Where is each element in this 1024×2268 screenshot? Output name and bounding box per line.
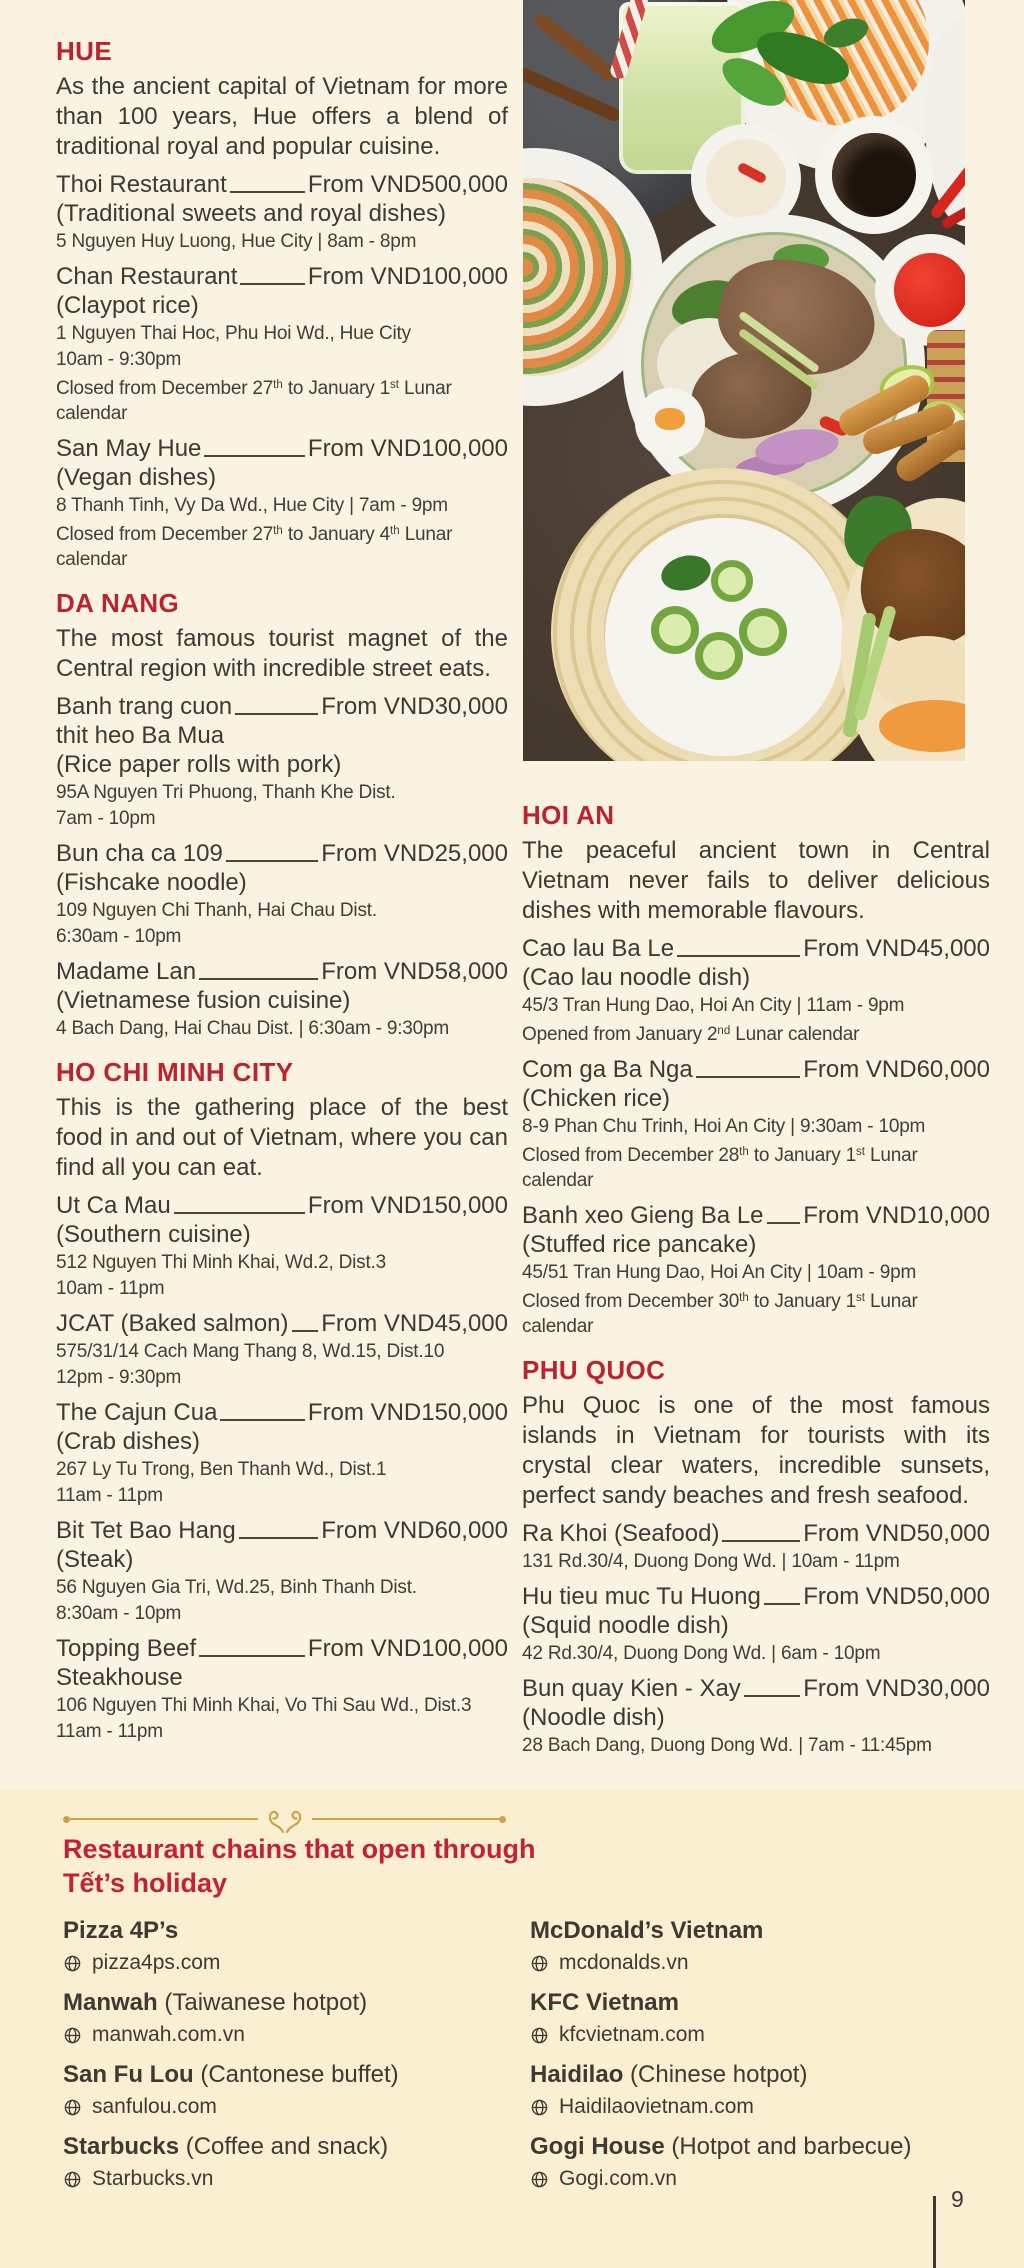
price-leader-line [230, 191, 305, 193]
restaurant-entry [56, 692, 508, 831]
restaurant-name: JCAT (Baked salmon) [56, 1310, 289, 1337]
photo-cucumber-slice [739, 608, 787, 656]
section-hoi-an [522, 800, 990, 1339]
restaurant-name: Banh xeo Gieng Ba Le [522, 1202, 764, 1229]
chain-item [63, 2132, 508, 2192]
restaurant-name: Topping Beef [56, 1635, 197, 1662]
price-leader-line [199, 1655, 305, 1657]
restaurant-name: Bun quay Kien - Xay [522, 1675, 741, 1702]
chain-name: San Fu Lou [63, 2061, 194, 2088]
restaurant-entry [56, 1634, 508, 1744]
chain-description: (Cantonese buffet) [193, 2061, 399, 2088]
chain-name: Pizza 4P’s [63, 1917, 179, 1944]
address-hours: 5 Nguyen Huy Luong, Hue City | 8am - 8pm [56, 231, 417, 252]
price-leader-line [174, 1212, 305, 1214]
address-hours: Closed from December 30th to January 1st Lunar calendar [522, 1291, 918, 1337]
photo-cucumber-slice [711, 560, 753, 602]
globe-icon [63, 1954, 82, 1973]
dish-description: (Chicken rice) [522, 1085, 671, 1112]
address-hours: 45/3 Tran Hung Dao, Hoi An City | 11am - 9pm [522, 995, 905, 1016]
restaurant-name: Ra Khoi (Seafood) [522, 1520, 720, 1547]
restaurant-name-line [522, 1582, 990, 1611]
restaurant-name-line [56, 1398, 508, 1427]
restaurant-name-line [56, 957, 508, 986]
photo-cucumber-slice [651, 606, 699, 654]
chain-description: (Chinese hotpot) [623, 2061, 808, 2088]
dish-description: (Vietnamese fusion cuisine) [56, 987, 351, 1014]
address-hours: 11am - 11pm [56, 1485, 163, 1506]
restaurant-entry [56, 262, 508, 426]
divider-dot [63, 1816, 70, 1823]
section-intro: Phu Quoc is one of the most famous islands in Vietnam for tourists with its crystal clear waters, incredible sunsets, perfect sandy beaches and fresh seafood. [522, 1392, 990, 1509]
restaurant-entry [522, 1674, 990, 1758]
section-intro: This is the gathering place of the best food in and out of Vietnam, where you can find all you can eat. [56, 1094, 508, 1181]
section-title: PHU QUOC [522, 1355, 666, 1385]
section-intro: As the ancient capital of Vietnam for more than 100 years, Hue offers a blend of traditional royal and popular cuisine. [56, 73, 508, 160]
globe-icon [530, 2170, 549, 2189]
globe-icon [530, 2098, 549, 2117]
chain-website-link[interactable] [530, 2094, 975, 2120]
address-hours: 106 Nguyen Thi Minh Khai, Vo Thi Sau Wd., Dist.3 [56, 1695, 472, 1716]
section-intro: The most famous tourist magnet of the Central region with incredible street eats. [56, 625, 508, 682]
restaurant-name: Bun cha ca 109 [56, 840, 223, 867]
chain-item [530, 1916, 975, 1976]
restaurant-name: Com ga Ba Nga [522, 1056, 693, 1083]
address-hours: 45/51 Tran Hung Dao, Hoi An City | 10am - 9pm [522, 1262, 917, 1283]
price-leader-line [677, 955, 800, 957]
globe-icon [63, 2098, 82, 2117]
restaurant-name-continued: Steakhouse [56, 1664, 183, 1691]
address-hours: 12pm - 9:30pm [56, 1367, 182, 1388]
address-hours: Closed from December 28th to January 1st Lunar calendar [522, 1145, 918, 1191]
restaurant-name-line [522, 1055, 990, 1084]
restaurant-name-line [522, 1519, 990, 1548]
chain-item [63, 1916, 508, 1976]
restaurant-entry [56, 170, 508, 254]
restaurant-name: Bit Tet Bao Hang [56, 1517, 236, 1544]
restaurant-entry [56, 434, 508, 572]
chain-name: Manwah [63, 1989, 158, 2016]
chain-name-line [530, 1988, 975, 2018]
price-leader-line [239, 1537, 319, 1539]
dish-description: (Vegan dishes) [56, 464, 217, 491]
address-hours: 8-9 Phan Chu Trinh, Hoi An City | 9:30am - 10pm [522, 1116, 926, 1137]
divider-ornament [63, 1804, 506, 1834]
chain-name: Gogi House [530, 2133, 665, 2160]
address-hours: 28 Bach Dang, Duong Dong Wd. | 7am - 11:45pm [522, 1735, 932, 1756]
chain-name: Haidilao [530, 2061, 624, 2088]
price-from: From VND58,000 [321, 958, 508, 985]
photo-cucumber-slice [695, 632, 743, 680]
restaurant-name: Cao lau Ba Le [522, 935, 675, 962]
restaurant-entry [522, 1582, 990, 1666]
restaurant-entry [56, 1398, 508, 1508]
address-hours: 11am - 11pm [56, 1721, 163, 1742]
restaurant-name-continued: thit heo Ba Mua [56, 722, 225, 749]
dish-description: (Steak) [56, 1546, 134, 1573]
photo-pickles [706, 139, 786, 219]
address-hours: 10am - 9:30pm [56, 349, 182, 370]
price-from: From VND100,000 [307, 435, 508, 462]
chain-name-line [63, 2060, 508, 2090]
restaurant-name: Banh trang cuon [56, 693, 233, 720]
address-hours: Closed from December 27th to January 1st Lunar calendar [56, 378, 452, 424]
price-leader-line [235, 713, 318, 715]
divider-dot [499, 1816, 506, 1823]
chain-website-link[interactable] [530, 1950, 975, 1976]
chain-url-text: kfcvietnam.com [559, 2023, 705, 2046]
restaurant-entry [56, 839, 508, 949]
restaurant-name-line [56, 1634, 508, 1663]
food-photo [523, 0, 965, 761]
chain-url-text: Gogi.com.vn [559, 2167, 677, 2190]
address-hours: 56 Nguyen Gia Tri, Wd.25, Binh Thanh Dist. [56, 1577, 417, 1598]
chain-name: KFC Vietnam [530, 1989, 679, 2016]
photo-red-sauce [894, 253, 965, 327]
restaurant-name-line [522, 1674, 990, 1703]
restaurant-name: Madame Lan [56, 958, 197, 985]
chain-item [530, 1988, 975, 2048]
restaurant-name: San May Hue [56, 435, 202, 462]
restaurant-entry [522, 1519, 990, 1574]
address-hours: 7am - 10pm [56, 808, 156, 829]
scroll-flourish-icon [257, 1804, 313, 1834]
chain-website-link[interactable] [63, 2094, 508, 2120]
chain-name-line [63, 1988, 508, 2018]
restaurant-name-line [56, 262, 508, 291]
chain-url-text: sanfulou.com [92, 2095, 217, 2118]
section-intro: The peaceful ancient town in Central Vietnam never fails to deliver delicious dishes with memorable flavours. [522, 837, 990, 924]
section-title: HUE [56, 36, 113, 66]
address-hours: 8 Thanh Tinh, Vy Da Wd., Hue City | 7am - 9pm [56, 495, 448, 516]
price-from: From VND60,000 [321, 1517, 508, 1544]
address-hours: 131 Rd.30/4, Duong Dong Wd. | 10am - 11pm [522, 1551, 900, 1572]
price-leader-line [199, 978, 318, 980]
chain-name-line [530, 1916, 975, 1946]
chain-name: Starbucks [63, 2133, 180, 2160]
tet-chains-panel [0, 1790, 1024, 2268]
address-hours: 6:30am - 10pm [56, 926, 182, 947]
footer-title: Restaurant chains that open through Tết’s holiday [63, 1834, 536, 1898]
chain-description: (Coffee and snack) [179, 2133, 389, 2160]
chain-description: (Hotpot and barbecue) [664, 2133, 912, 2160]
globe-icon [63, 2026, 82, 2045]
restaurant-entry [56, 957, 508, 1041]
restaurant-name: Thoi Restaurant [56, 171, 227, 198]
section-title: DA NANG [56, 588, 180, 618]
address-hours: 4 Bach Dang, Hai Chau Dist. | 6:30am - 9:30pm [56, 1018, 450, 1039]
chain-url-text: Starbucks.vn [92, 2167, 214, 2190]
price-from: From VND500,000 [307, 171, 508, 198]
restaurant-name: Ut Ca Mau [56, 1192, 171, 1219]
dish-description: (Squid noodle dish) [522, 1612, 729, 1639]
restaurant-name-line [56, 1191, 508, 1220]
restaurant-name: The Cajun Cua [56, 1399, 218, 1426]
page-number-rule [933, 2196, 936, 2268]
section-hue [56, 36, 508, 572]
price-leader-line [767, 1222, 801, 1224]
chain-name-line [530, 2060, 975, 2090]
address-hours: 512 Nguyen Thi Minh Khai, Wd.2, Dist.3 [56, 1252, 386, 1273]
chain-url-text: Haidilaovietnam.com [559, 2095, 754, 2118]
left-column [56, 36, 508, 1752]
chain-website-link[interactable] [63, 2022, 508, 2048]
address-hours: 95A Nguyen Tri Phuong, Thanh Khe Dist. [56, 782, 396, 803]
price-leader-line [204, 455, 305, 457]
restaurant-name-line [56, 1516, 508, 1545]
restaurant-name-line [56, 692, 508, 721]
chain-url-text: mcdonalds.vn [559, 1951, 689, 1974]
section-ho-chi-minh-city [56, 1057, 508, 1744]
price-from: From VND30,000 [321, 693, 508, 720]
price-leader-line [722, 1540, 800, 1542]
address-hours: 1 Nguyen Thai Hoc, Phu Hoi Wd., Hue City [56, 323, 411, 344]
dish-description: (Cao lau noodle dish) [522, 964, 751, 991]
price-leader-line [226, 860, 318, 862]
chain-name-line [63, 2132, 508, 2162]
restaurant-name-line [56, 839, 508, 868]
chain-url-text: manwah.com.vn [92, 2023, 245, 2046]
photo-carrot-flower [655, 408, 685, 430]
restaurant-entry [522, 1055, 990, 1193]
address-hours: 267 Ly Tu Trong, Ben Thanh Wd., Dist.1 [56, 1459, 387, 1480]
chain-website-link[interactable] [530, 2166, 975, 2192]
address-hours: 42 Rd.30/4, Duong Dong Wd. | 6am - 10pm [522, 1643, 881, 1664]
price-leader-line [696, 1076, 800, 1078]
restaurant-name-line [522, 1201, 990, 1230]
restaurant-name-line [56, 1309, 508, 1338]
price-from: From VND45,000 [321, 1310, 508, 1337]
address-hours: 8:30am - 10pm [56, 1603, 182, 1624]
chains-right-column [530, 1916, 975, 2204]
restaurant-entry [522, 1201, 990, 1339]
divider-line [312, 1818, 500, 1820]
price-from: From VND10,000 [803, 1202, 990, 1229]
dish-description: (Southern cuisine) [56, 1221, 251, 1248]
globe-icon [63, 2170, 82, 2189]
restaurant-name: Hu tieu muc Tu Huong [522, 1583, 761, 1610]
section-phu-quoc [522, 1355, 990, 1758]
restaurant-name-line [522, 934, 990, 963]
dish-description: (Rice paper rolls with pork) [56, 751, 342, 778]
globe-icon [530, 1954, 549, 1973]
restaurant-name: Chan Restaurant [56, 263, 238, 290]
chain-item [530, 2132, 975, 2192]
chain-item [63, 2060, 508, 2120]
restaurant-entry [56, 1191, 508, 1301]
address-hours: Closed from December 27th to January 4th Lunar calendar [56, 524, 453, 570]
section-title: HO CHI MINH CITY [56, 1057, 294, 1087]
address-hours: 575/31/14 Cach Mang Thang 8, Wd.15, Dist.10 [56, 1341, 445, 1362]
chain-name-line [530, 2132, 975, 2162]
chain-name-line [63, 1916, 508, 1946]
chain-website-link[interactable] [63, 1950, 508, 1976]
dish-description: (Stuffed rice pancake) [522, 1231, 757, 1258]
address-hours: 109 Nguyen Chi Thanh, Hai Chau Dist. [56, 900, 377, 921]
dish-description: (Claypot rice) [56, 292, 199, 319]
price-from: From VND100,000 [307, 1635, 508, 1662]
chain-website-link[interactable] [63, 2166, 508, 2192]
price-from: From VND50,000 [803, 1520, 990, 1547]
price-leader-line [292, 1330, 319, 1332]
address-hours: 10am - 11pm [56, 1278, 165, 1299]
price-from: From VND25,000 [321, 840, 508, 867]
price-from: From VND30,000 [803, 1675, 990, 1702]
dish-description: (Noodle dish) [522, 1704, 665, 1731]
chain-website-link[interactable] [530, 2022, 975, 2048]
page-number: 9 [951, 2186, 964, 2212]
section-da-nang [56, 588, 508, 1041]
address-hours: Opened from January 2nd Lunar calendar [522, 1024, 860, 1045]
price-leader-line [744, 1695, 800, 1697]
price-leader-line [220, 1419, 304, 1421]
dish-description: (Fishcake noodle) [56, 869, 247, 896]
price-leader-line [240, 283, 304, 285]
divider-line [70, 1818, 258, 1820]
restaurant-entry [56, 1516, 508, 1626]
restaurant-name-line [56, 434, 508, 463]
restaurant-name-line [56, 170, 508, 199]
photo-soy-sauce [832, 133, 916, 217]
restaurant-entry [522, 934, 990, 1047]
restaurant-entry [56, 1309, 508, 1390]
price-from: From VND150,000 [307, 1192, 508, 1219]
chains-left-column [63, 1916, 508, 2204]
dish-description: (Crab dishes) [56, 1428, 201, 1455]
chain-description: (Taiwanese hotpot) [157, 1989, 368, 2016]
price-leader-line [764, 1603, 800, 1605]
price-from: From VND50,000 [803, 1583, 990, 1610]
section-title: HOI AN [522, 800, 615, 830]
chain-url-text: pizza4ps.com [92, 1951, 221, 1974]
chain-name: McDonald’s Vietnam [530, 1917, 764, 1944]
price-from: From VND150,000 [307, 1399, 508, 1426]
price-from: From VND100,000 [307, 263, 508, 290]
price-from: From VND45,000 [803, 935, 990, 962]
dish-description: (Traditional sweets and royal dishes) [56, 200, 446, 227]
globe-icon [530, 2026, 549, 2045]
chain-item [530, 2060, 975, 2120]
right-column [522, 800, 990, 1766]
price-from: From VND60,000 [803, 1056, 990, 1083]
chain-item [63, 1988, 508, 2048]
